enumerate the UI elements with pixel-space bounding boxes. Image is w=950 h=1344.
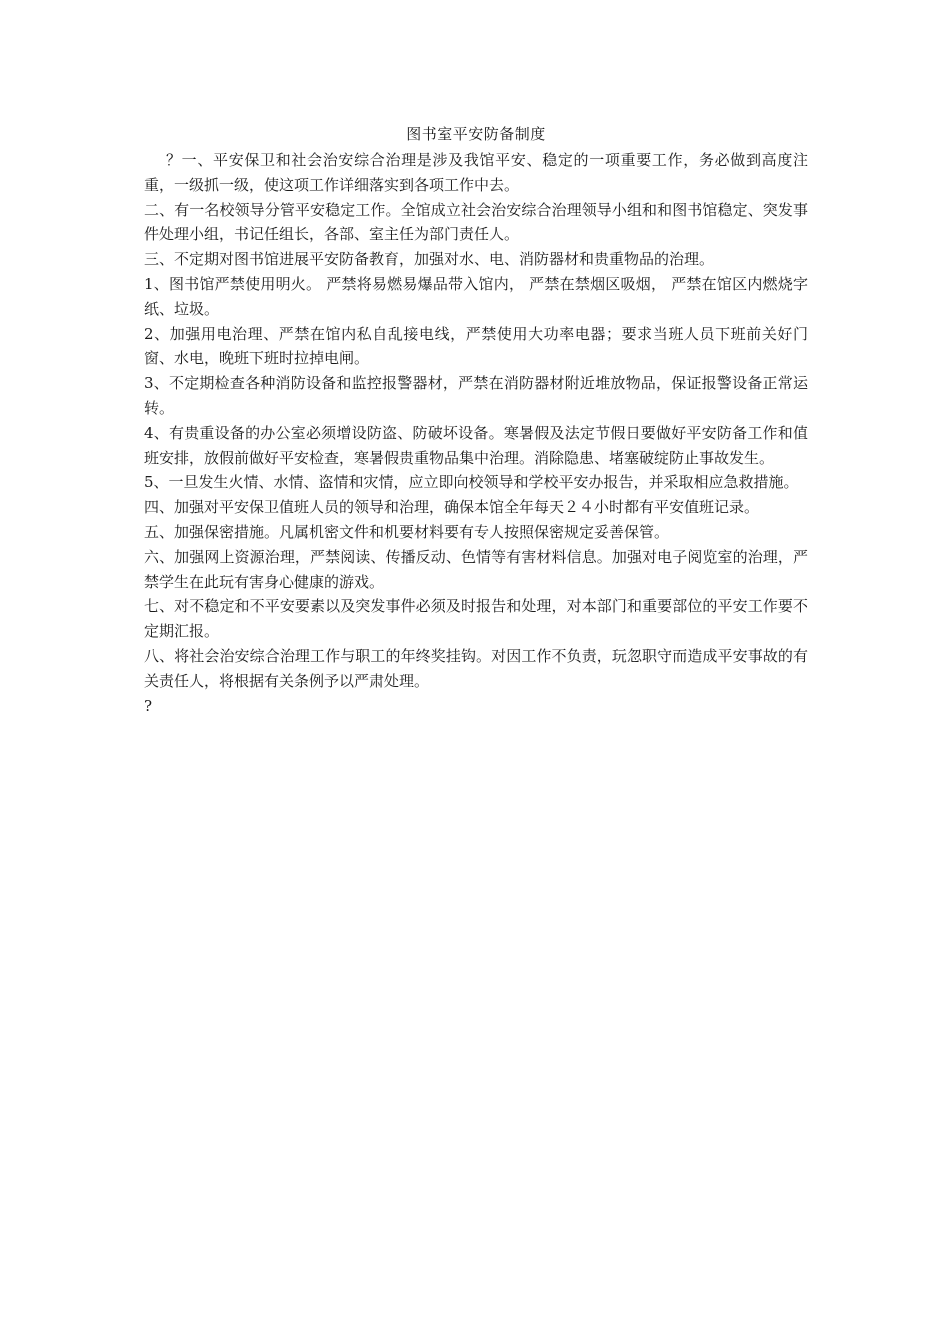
paragraph-11: 六、加强网上资源治理，严禁阅读、传播反动、色情等有害材料信息。加强对电子阅览室的治理，严禁学生在此玩有害身心健康的游戏。 xyxy=(144,547,808,591)
paragraph-7: 4、有贵重设备的办公室必须增设防盗、防破坏设备。寒暑假及法定节假日要做好平安防备工作和值班安排，放假前做好平安检查，寒暑假贵重物品集中治理。消除隐患、堵塞破绽防止事故发生。 xyxy=(144,423,808,467)
document-body xyxy=(144,122,808,718)
paragraph-8: 5、一旦发生火情、水情、盗情和灾情，应立即向校领导和学校平安办报告，并采取相应急救措施。 xyxy=(144,473,799,492)
paragraph-14: ? xyxy=(144,696,153,715)
paragraph-13: 八、将社会治安综合治理工作与职工的年终奖挂钩。对因工作不负责，玩忽职守而造成平安事故的有关责任人，将根据有关条例予以严肃处理。 xyxy=(144,646,808,690)
paragraph-5: 2、加强用电治理、严禁在馆内私自乱接电线，严禁使用大功率电器；要求当班人员下班前关好门窗、水电，晚班下班时拉掉电闸。 xyxy=(144,324,808,368)
paragraph-12: 七、对不稳定和不平安要素以及突发事件必须及时报告和处理，对本部门和重要部位的平安工作要不定期汇报。 xyxy=(144,597,808,641)
paragraph-3: 三、不定期对图书馆进展平安防备教育，加强对水、电、消防器材和贵重物品的治理。 xyxy=(144,250,715,269)
paragraph-4: 1、图书馆严禁使用明火。 严禁将易燃易爆品带入馆内， 严禁在禁烟区吸烟， 严禁在馆区内燃烧字纸、垃圾。 xyxy=(144,274,808,318)
paragraph-10: 五、加强保密措施。凡属机密文件和机要材料要有专人按照保密规定妥善保管。 xyxy=(144,522,670,541)
paragraph-1: ？一、平安保卫和社会治安综合治理是涉及我馆平安、稳定的一项重要工作，务必做到高度注重，一级抓一级，使这项工作详细落实到各项工作中去。 xyxy=(144,151,808,194)
paragraph-9: 四、加强对平安保卫值班人员的领导和治理，确保本馆全年每天２４小时都有平安值班记录。 xyxy=(144,498,760,517)
paragraph-2: 二、有一名校领导分管平安稳定工作。全馆成立社会治安综合治理领导小组和和图书馆稳定、突发事件处理小组，书记任组长，各部、室主任为部门责任人。 xyxy=(144,200,808,244)
paragraph-6: 3、不定期检查各种消防设备和监控报警器材，严禁在消防器材附近堆放物品，保证报警设备正常运转。 xyxy=(144,374,808,417)
document-title: 图书室平安防备制度 xyxy=(406,125,546,143)
